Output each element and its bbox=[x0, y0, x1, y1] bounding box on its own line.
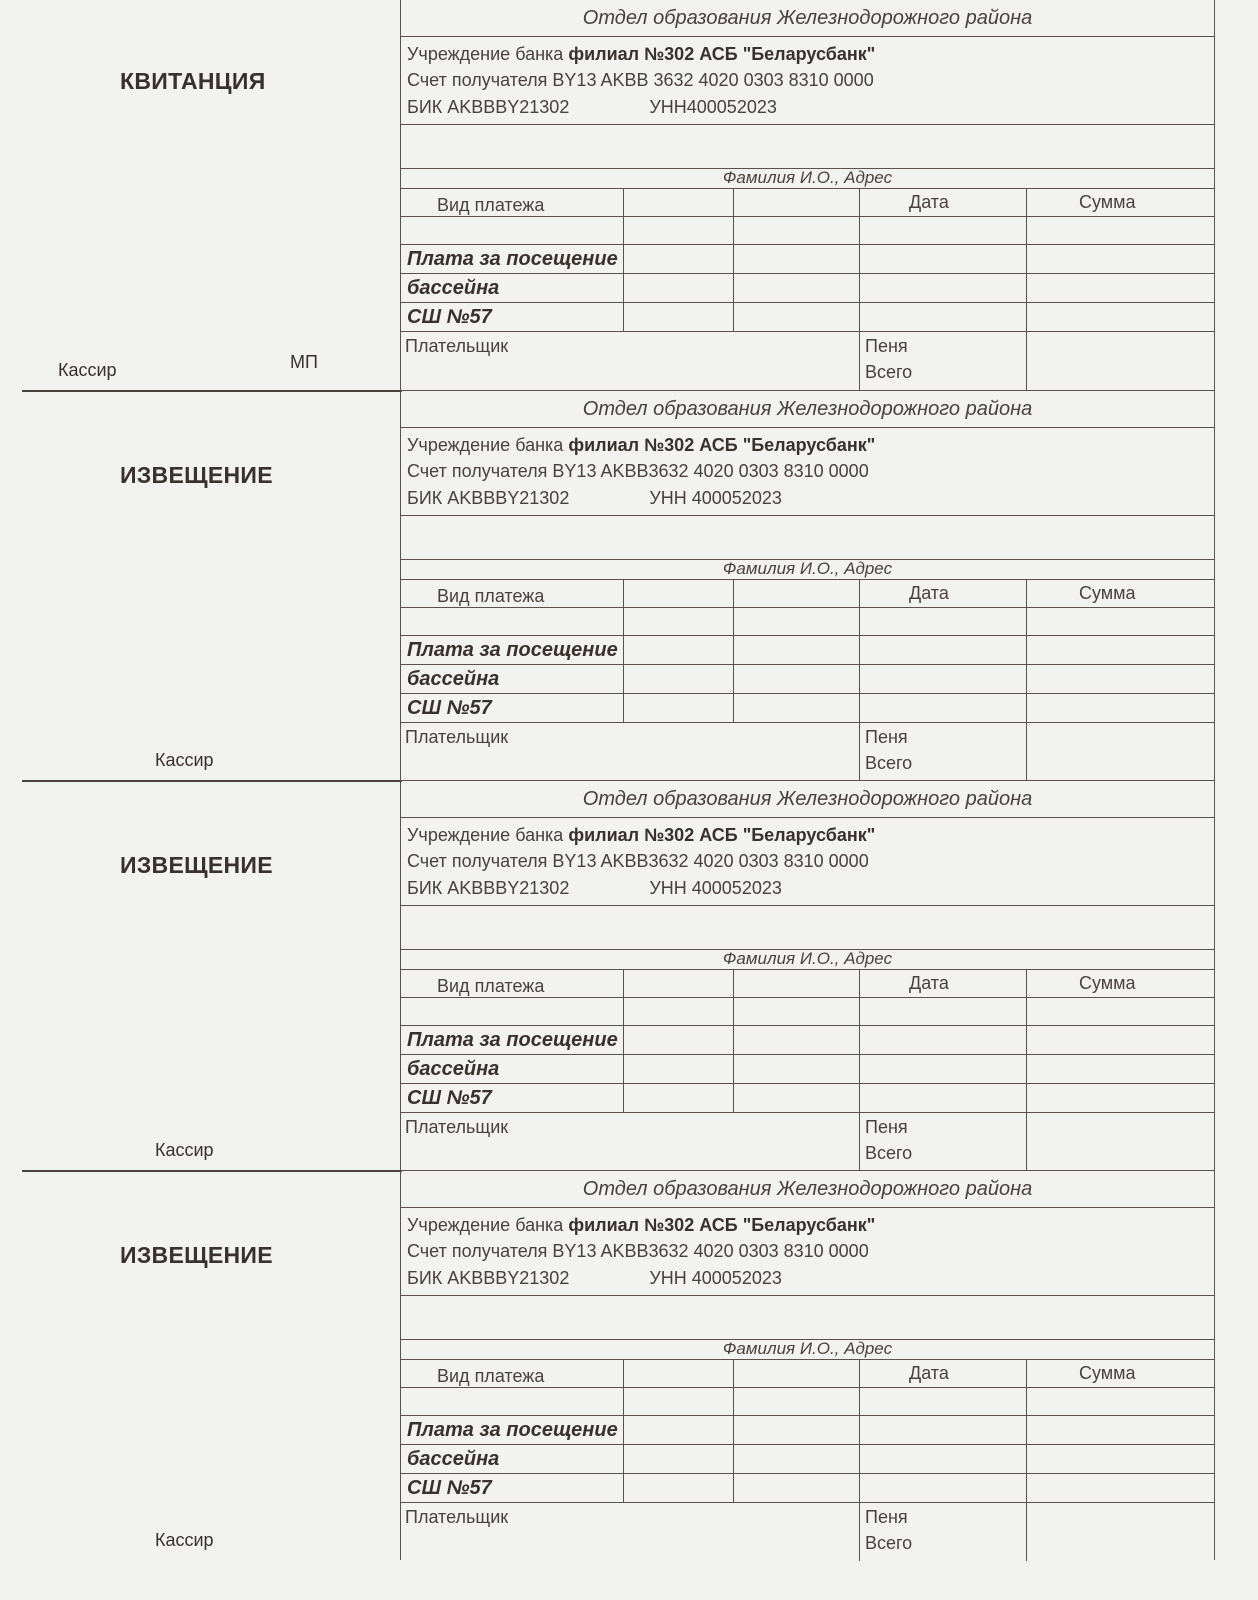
account-number: BY13 AKBB3632 4020 0303 8310 0000 bbox=[552, 461, 869, 481]
payment-purpose-line-2: бассейна bbox=[407, 277, 500, 299]
col-divider bbox=[1026, 579, 1027, 781]
rule bbox=[401, 1295, 1214, 1296]
payer-name-address-label: Фамилия И.О., Адрес bbox=[722, 559, 893, 578]
slip-title: ИЗВЕЩЕНИЕ bbox=[120, 852, 273, 878]
cashier-label: Кассир bbox=[155, 1530, 214, 1550]
unn-code: УНН 400052023 bbox=[649, 1268, 782, 1288]
unn-code: УНН 400052023 bbox=[649, 488, 782, 508]
payment-purpose-line-3: СШ №57 bbox=[407, 1477, 492, 1499]
rule bbox=[401, 1083, 1214, 1084]
rule bbox=[401, 244, 1214, 245]
col-divider bbox=[859, 188, 860, 390]
rule bbox=[401, 579, 1214, 580]
bank-name: филиал №302 АСБ "Беларусбанк" bbox=[568, 825, 876, 845]
payment-purpose-line-2: бассейна bbox=[407, 1058, 500, 1080]
col-divider bbox=[623, 579, 624, 722]
slip-title: ИЗВЕЩЕНИЕ bbox=[120, 462, 273, 488]
codes-line bbox=[407, 1268, 782, 1289]
bank-name: филиал №302 АСБ "Беларусбанк" bbox=[568, 1215, 876, 1235]
payer-label: Плательщик bbox=[405, 727, 509, 747]
col-sum: Сумма bbox=[1079, 192, 1136, 212]
total-label: Всего bbox=[865, 362, 913, 382]
slip-separator bbox=[22, 390, 402, 392]
rule bbox=[401, 1112, 1214, 1113]
rule bbox=[401, 607, 1214, 608]
rule bbox=[401, 188, 1214, 189]
payment-purpose-line-3: СШ №57 bbox=[407, 306, 492, 328]
cashier-label: Кассир bbox=[155, 1140, 214, 1160]
col-divider bbox=[623, 188, 624, 331]
payment-purpose-line-1: Плата за посещение bbox=[407, 639, 618, 661]
bik-code: БИК AKBBBY21302 bbox=[407, 878, 570, 898]
rule bbox=[401, 722, 1214, 723]
col-divider bbox=[733, 579, 734, 722]
rule bbox=[401, 1025, 1214, 1026]
rule bbox=[401, 1502, 1214, 1503]
rule bbox=[401, 969, 1214, 970]
bank-label: Учреждение банка bbox=[407, 1215, 564, 1235]
account-line bbox=[407, 70, 874, 91]
col-divider bbox=[859, 969, 860, 1171]
recipient-organization: Отдел образования Железнодорожного района bbox=[401, 781, 1214, 818]
payer-label: Плательщик bbox=[405, 1507, 509, 1527]
account-label: Счет получателя bbox=[407, 461, 548, 481]
payment-purpose-line-2: бассейна bbox=[407, 668, 500, 690]
col-payment-type: Вид платежа bbox=[437, 195, 545, 215]
penalty-label: Пеня bbox=[865, 727, 908, 747]
col-divider bbox=[859, 1359, 860, 1561]
rule bbox=[401, 1444, 1214, 1445]
cashier-label: Кассир bbox=[58, 360, 117, 380]
payment-purpose-line-1: Плата за посещение bbox=[407, 248, 618, 270]
rule bbox=[401, 997, 1214, 998]
payment-purpose-line-1: Плата за посещение bbox=[407, 1419, 618, 1441]
col-divider bbox=[623, 969, 624, 1112]
payment-slip bbox=[0, 0, 1258, 392]
rule bbox=[401, 905, 1214, 906]
payer-name-address-label: Фамилия И.О., Адрес bbox=[722, 949, 893, 968]
col-payment-type: Вид платежа bbox=[437, 976, 545, 996]
col-divider bbox=[1026, 969, 1027, 1171]
bank-name: филиал №302 АСБ "Беларусбанк" bbox=[568, 435, 876, 455]
codes-line bbox=[407, 878, 782, 899]
payment-purpose-line-3: СШ №57 bbox=[407, 1087, 492, 1109]
recipient-organization: Отдел образования Железнодорожного района bbox=[401, 1171, 1214, 1208]
codes-line bbox=[407, 488, 782, 509]
account-label: Счет получателя bbox=[407, 1241, 548, 1261]
rule bbox=[401, 635, 1214, 636]
slip-title: ИЗВЕЩЕНИЕ bbox=[120, 1242, 273, 1268]
col-payment-type: Вид платежа bbox=[437, 586, 545, 606]
account-number: BY13 AKBB 3632 4020 0303 8310 0000 bbox=[552, 70, 874, 90]
account-number: BY13 AKBB3632 4020 0303 8310 0000 bbox=[552, 851, 869, 871]
account-line bbox=[407, 461, 869, 482]
rule bbox=[401, 216, 1214, 217]
total-label: Всего bbox=[865, 753, 913, 773]
payment-purpose-line-1: Плата за посещение bbox=[407, 1029, 618, 1051]
unn-code: УНН400052023 bbox=[649, 97, 777, 117]
rule bbox=[401, 331, 1214, 332]
bank-line bbox=[407, 1215, 875, 1236]
payer-label: Плательщик bbox=[405, 336, 509, 356]
rule bbox=[401, 1473, 1214, 1474]
payment-form bbox=[400, 1170, 1215, 1560]
slip-separator bbox=[22, 780, 402, 782]
account-label: Счет получателя bbox=[407, 851, 548, 871]
payment-purpose-line-3: СШ №57 bbox=[407, 697, 492, 719]
bank-line bbox=[407, 44, 875, 65]
col-divider bbox=[1026, 188, 1027, 390]
payment-form bbox=[400, 0, 1215, 390]
bank-label: Учреждение банка bbox=[407, 44, 564, 64]
col-divider bbox=[733, 188, 734, 331]
col-date: Дата bbox=[909, 973, 949, 993]
codes-line bbox=[407, 97, 777, 118]
payer-name-address-label: Фамилия И.О., Адрес bbox=[722, 168, 893, 187]
payment-form bbox=[400, 780, 1215, 1170]
rule bbox=[401, 1387, 1214, 1388]
total-label: Всего bbox=[865, 1143, 913, 1163]
stamp-place-label: МП bbox=[290, 352, 318, 372]
rule bbox=[401, 1359, 1214, 1360]
payment-purpose-line-2: бассейна bbox=[407, 1448, 500, 1470]
account-number: BY13 AKBB3632 4020 0303 8310 0000 bbox=[552, 1241, 869, 1261]
account-line bbox=[407, 1241, 869, 1262]
penalty-label: Пеня bbox=[865, 1507, 908, 1527]
col-payment-type: Вид платежа bbox=[437, 1366, 545, 1386]
col-divider bbox=[859, 579, 860, 781]
rule bbox=[401, 1415, 1214, 1416]
col-divider bbox=[623, 1359, 624, 1502]
penalty-label: Пеня bbox=[865, 1117, 908, 1137]
recipient-organization: Отдел образования Железнодорожного района bbox=[401, 0, 1214, 37]
col-divider bbox=[733, 1359, 734, 1502]
total-label: Всего bbox=[865, 1533, 913, 1553]
bank-line bbox=[407, 435, 875, 456]
rule bbox=[401, 693, 1214, 694]
cashier-label: Кассир bbox=[155, 750, 214, 770]
slip-separator bbox=[22, 1170, 402, 1172]
rule bbox=[401, 664, 1214, 665]
bank-label: Учреждение банка bbox=[407, 825, 564, 845]
col-divider bbox=[1026, 1359, 1027, 1561]
bank-line bbox=[407, 825, 875, 846]
rule bbox=[401, 1054, 1214, 1055]
payment-slip bbox=[0, 390, 1258, 782]
rule bbox=[401, 124, 1214, 125]
bik-code: БИК AKBBBY21302 bbox=[407, 1268, 570, 1288]
col-sum: Сумма bbox=[1079, 583, 1136, 603]
payment-slip bbox=[0, 780, 1258, 1172]
bank-label: Учреждение банка bbox=[407, 435, 564, 455]
rule bbox=[401, 515, 1214, 516]
col-date: Дата bbox=[909, 1363, 949, 1383]
bik-code: БИК AKBBBY21302 bbox=[407, 97, 570, 117]
bank-name: филиал №302 АСБ "Беларусбанк" bbox=[568, 44, 876, 64]
col-date: Дата bbox=[909, 192, 949, 212]
unn-code: УНН 400052023 bbox=[649, 878, 782, 898]
payment-slip bbox=[0, 1170, 1258, 1562]
col-divider bbox=[733, 969, 734, 1112]
payment-form bbox=[400, 390, 1215, 780]
payer-label: Плательщик bbox=[405, 1117, 509, 1137]
payer-name-address-label: Фамилия И.О., Адрес bbox=[722, 1339, 893, 1358]
rule bbox=[401, 273, 1214, 274]
account-line bbox=[407, 851, 869, 872]
col-sum: Сумма bbox=[1079, 973, 1136, 993]
col-date: Дата bbox=[909, 583, 949, 603]
rule bbox=[401, 302, 1214, 303]
slip-title: КВИТАНЦИЯ bbox=[120, 68, 266, 94]
bik-code: БИК AKBBBY21302 bbox=[407, 488, 570, 508]
account-label: Счет получателя bbox=[407, 70, 548, 90]
col-sum: Сумма bbox=[1079, 1363, 1136, 1383]
recipient-organization: Отдел образования Железнодорожного района bbox=[401, 391, 1214, 428]
penalty-label: Пеня bbox=[865, 336, 908, 356]
